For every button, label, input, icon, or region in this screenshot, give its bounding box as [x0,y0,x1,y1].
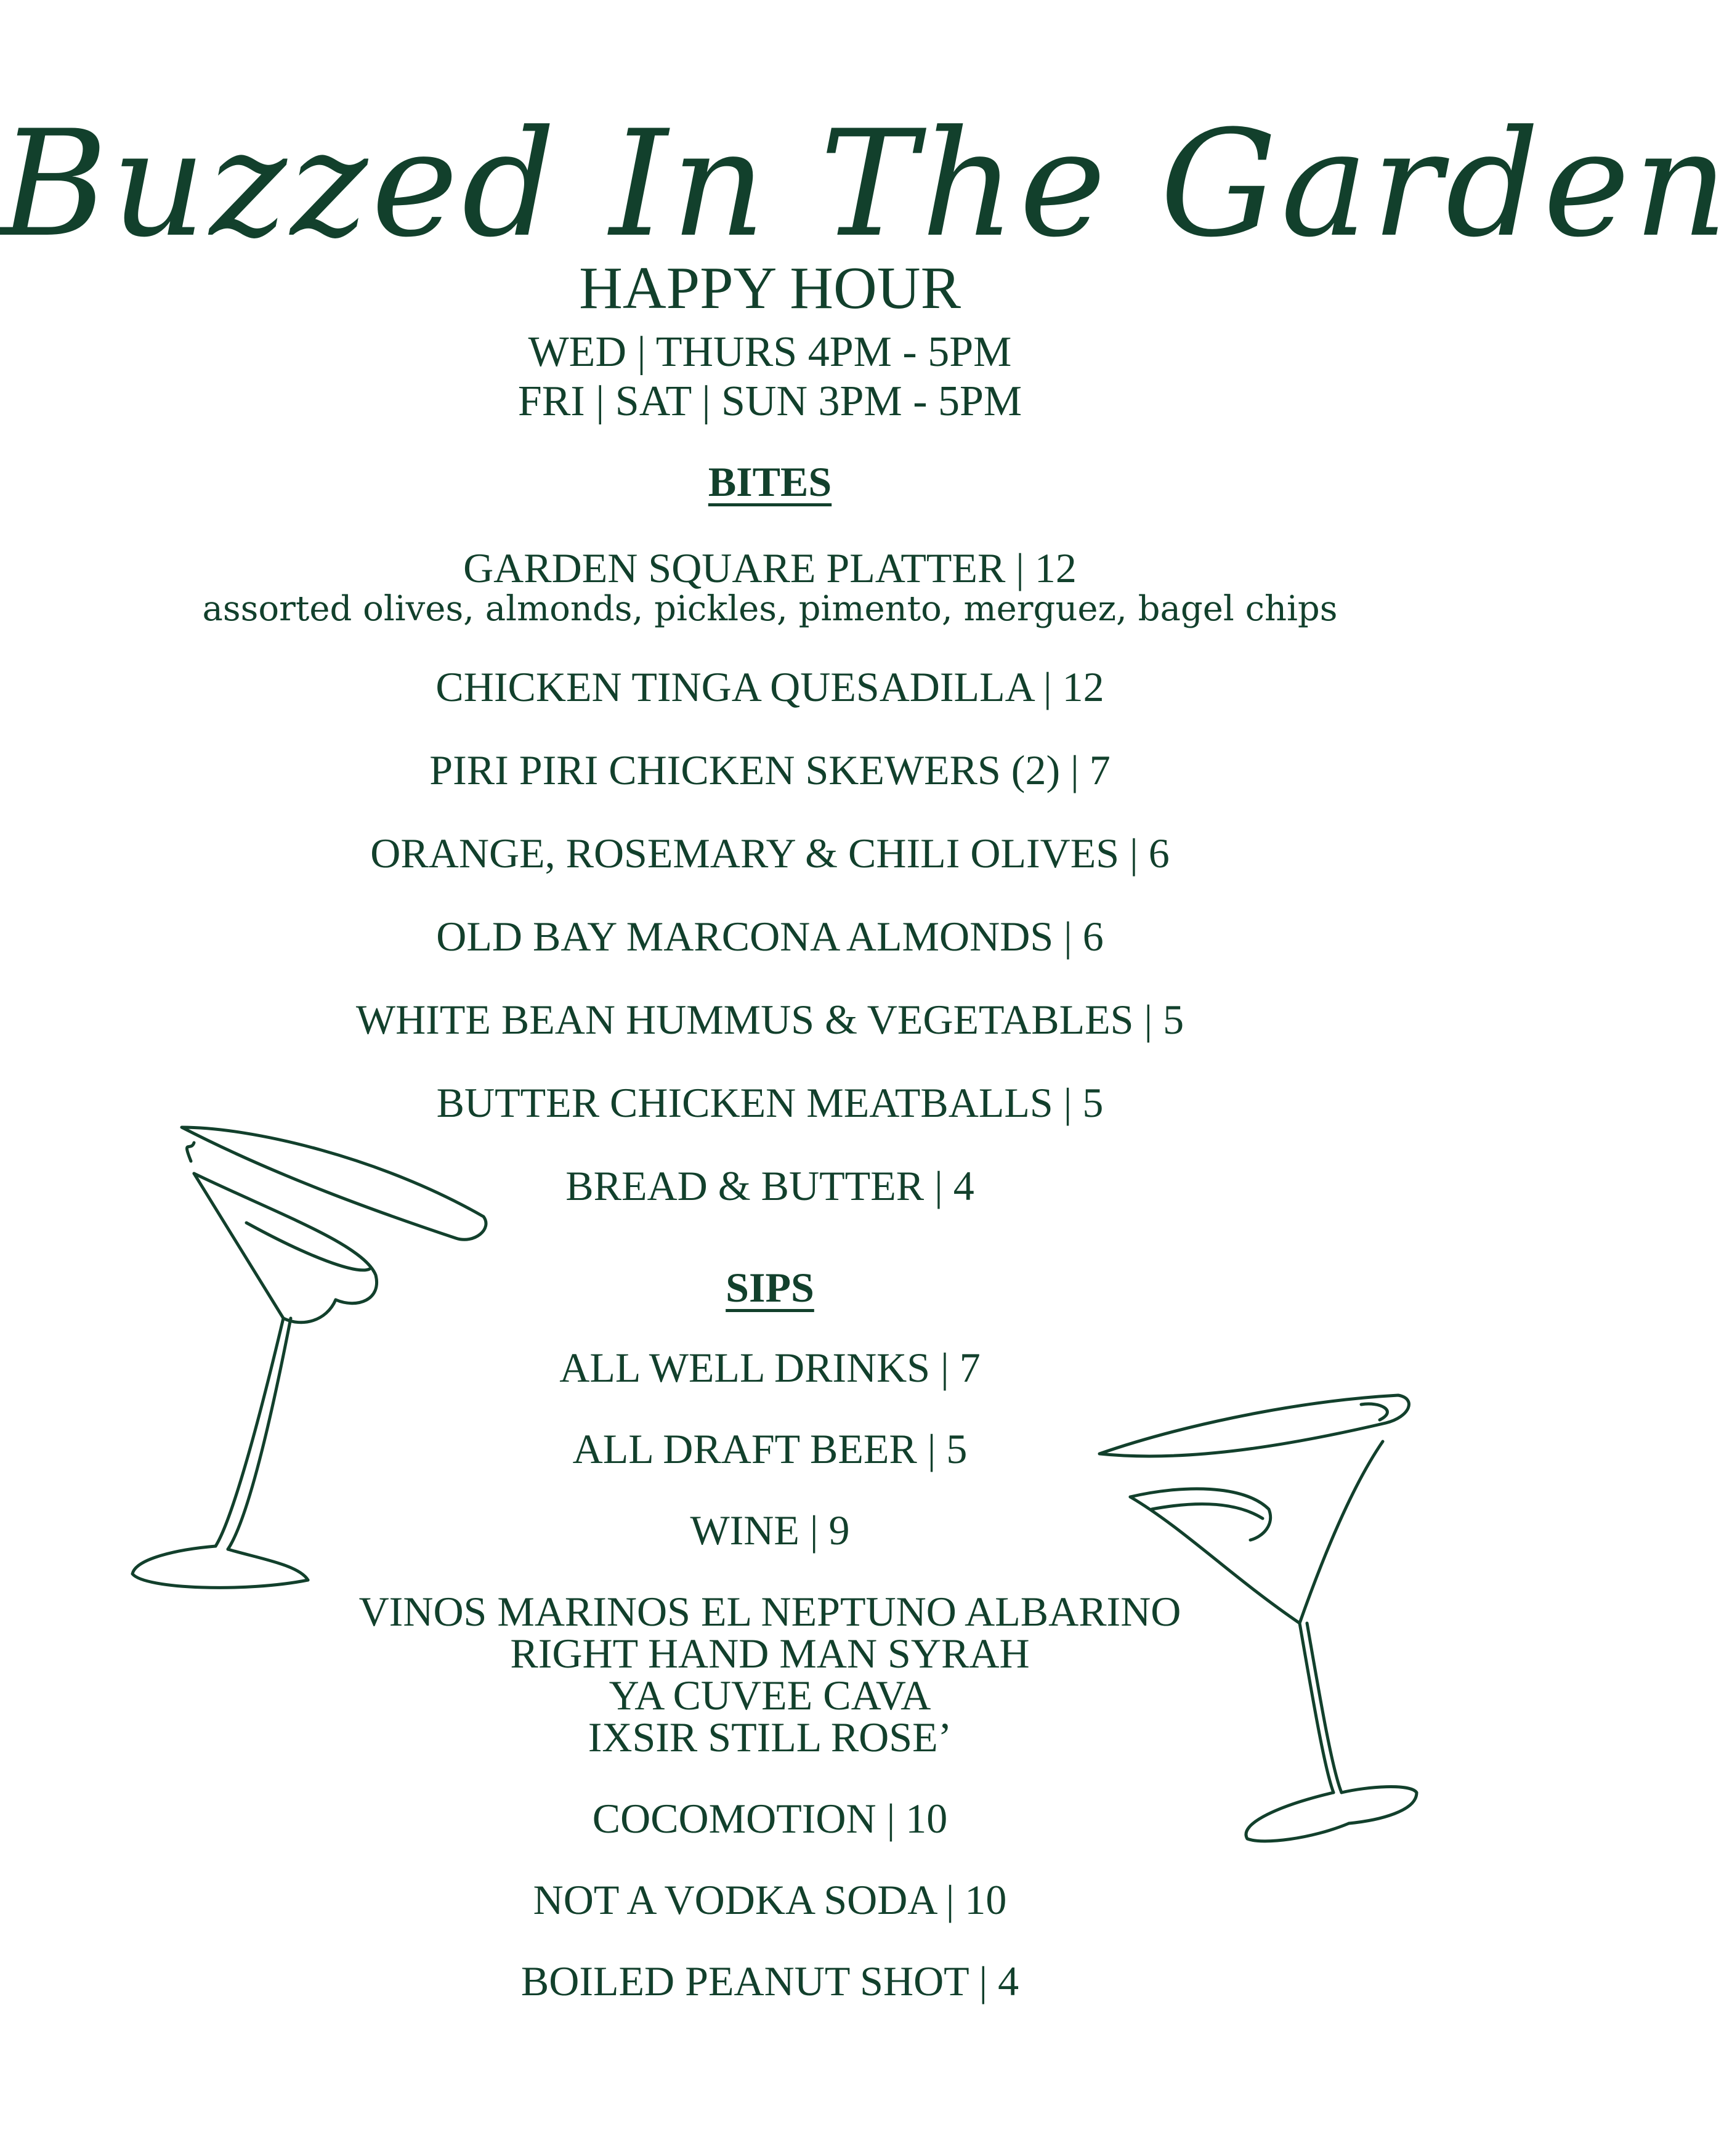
wine-list-item: VINOS MARINOS EL NEPTUNO ALBARINO [358,1588,1181,1635]
brand-title: Buzzed In The Garden [0,99,1732,270]
sips-item: ALL WELL DRINKS | 7 [559,1344,981,1391]
sips-item: COCOMOTION | 10 [592,1795,948,1842]
sips-item: ALL DRAFT BEER | 5 [572,1425,968,1472]
sips-heading: SIPS [726,1264,814,1311]
bites-item: PIRI PIRI CHICKEN SKEWERS (2) | 7 [429,747,1111,793]
bites-item: GARDEN SQUARE PLATTER | 12 [463,545,1077,591]
sips-item: BOILED PEANUT SHOT | 4 [520,1958,1019,2004]
sips-item: NOT A VODKA SODA | 10 [533,1876,1007,1923]
hours-weekday: WED | THURS 4PM - 5PM [528,328,1012,376]
martini-glass-icon [1090,1386,1435,1879]
sips-item: WINE | 9 [690,1507,850,1554]
wine-list-item: RIGHT HAND MAN SYRAH [510,1630,1030,1677]
bites-item: OLD BAY MARCONA ALMONDS | 6 [436,913,1104,960]
bites-item: CHICKEN TINGA QUESADILLA | 12 [435,663,1104,710]
bites-item: BREAD & BUTTER | 4 [565,1162,974,1209]
bites-item-description: assorted olives, almonds, pickles, pimento, merguez, bagel chips [202,589,1338,629]
hours-weekend: FRI | SAT | SUN 3PM - 5PM [517,378,1022,425]
martini-glass-icon [123,1115,505,1608]
wine-list-item: IXSIR STILL ROSE’ [588,1714,952,1761]
bites-item: WHITE BEAN HUMMUS & VEGETABLES | 5 [355,996,1184,1043]
bites-item: ORANGE, ROSEMARY & CHILI OLIVES | 6 [370,830,1170,877]
happy-hour-title: HAPPY HOUR [579,255,961,322]
bites-heading: BITES [708,458,832,505]
bites-item: BUTTER CHICKEN MEATBALLS | 5 [436,1079,1104,1126]
wine-list-item: YA CUVEE CAVA [609,1672,931,1719]
